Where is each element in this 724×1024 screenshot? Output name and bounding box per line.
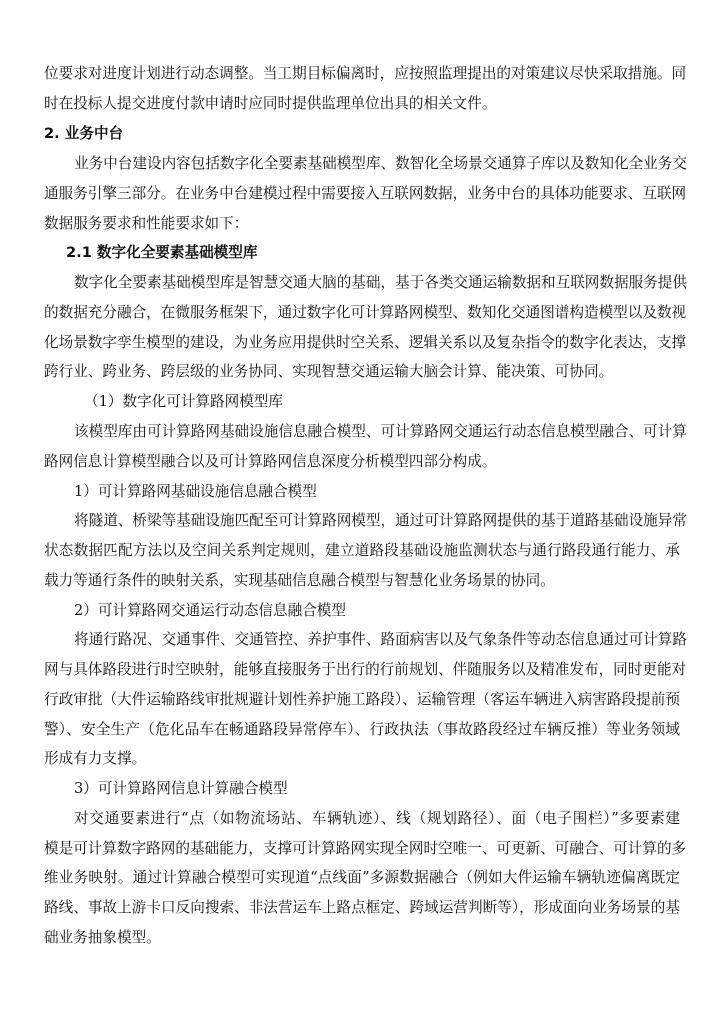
body-line: 该模型库由可计算路网基础设施信息融合模型、可计算路网交通运行动态信息模型融合、可计算 xyxy=(74,423,687,440)
body-line: 路网信息计算模型融合以及可计算路网信息深度分析模型四部分构成。 xyxy=(44,453,497,470)
body-line: 对交通要素进行“点（如物流场站、车辆轨迹）、线（规划路径）、面（电子围栏）”多要素建 xyxy=(74,810,680,827)
item-heading: （1）数字化可计算路网模型库 xyxy=(84,393,284,410)
body-line: 通服务引擎三部分。在业务中台建模过程中需要接入互联网数据，业务中台的具体功能要求、互联网 xyxy=(44,185,687,202)
body-line: 维业务映射。通过计算融合模型可实现道“点线面”多源数据融合（例如大件运输车辆轨迹偏离既定 xyxy=(44,869,680,886)
body-line: 数字化全要素基础模型库是智慧交通大脑的基础，基于各类交通运输数据和互联网数据服务提供 xyxy=(74,274,687,291)
body-line: 形成有力支撑。 xyxy=(44,750,147,767)
section-heading: 2. 业务中台 xyxy=(44,125,124,142)
body-line: 业务中台建设内容包括数字化全要素基础模型库、数智化全场景交通算子库以及数知化全业务交 xyxy=(74,155,687,172)
item-heading: 1）可计算路网基础设施信息融合模型 xyxy=(74,483,317,500)
body-line: 化场景数字孪生模型的建设，为业务应用提供时空关系、逻辑关系以及复杂指令的数字化表达，支撑 xyxy=(44,334,687,351)
body-line: 位要求对进度计划进行动态调整。当工期目标偏离时，应按照监理提出的对策建议尽快采取措施。同 xyxy=(44,65,687,82)
item-heading: 2）可计算路网交通运行动态信息融合模型 xyxy=(74,602,346,619)
body-line: 数据服务要求和性能要求如下： xyxy=(44,215,249,232)
body-line: 时在投标人提交进度付款申请时应同时提供监理单位出具的相关文件。 xyxy=(44,95,497,112)
body-line: 模是可计算数字路网的基础能力，支撑可计算路网实现全网时空唯一、可更新、可融合、可计算的多 xyxy=(44,840,687,857)
body-line: 础业务抽象模型。 xyxy=(44,929,161,946)
body-line: 路线、事故上游卡口反向搜索、非法营运车上路点框定、跨域运营判断等），形成面向业务场景的基 xyxy=(44,899,680,916)
body-line: 将隧道、桥梁等基础设施匹配至可计算路网模型，通过可计算路网提供的基于道路基础设施异常 xyxy=(74,512,687,529)
body-line: 载力等通行条件的映射关系，实现基础信息融合模型与智慧化业务场景的协同。 xyxy=(44,572,555,589)
body-line: 的数据充分融合，在微服务框架下，通过数字化可计算路网模型、数知化交通图谱构造模型以及数视 xyxy=(44,304,687,321)
body-line: 警）、安全生产（危化品车在畅通路段异常停车）、行政执法（事故路段经过车辆反推）等业务领域 xyxy=(44,721,680,738)
body-line: 网与具体路段进行时空映射，能够直接服务于出行的行前规划、伴随服务以及精准发布，同时更能对 xyxy=(44,661,687,678)
subsection-heading: 2.1 数字化全要素基础模型库 xyxy=(66,244,258,261)
body-line: 状态数据匹配方法以及空间关系判定规则，建立道路段基础设施监测状态与通行路段通行能力、承 xyxy=(44,542,680,559)
body-line: 将通行路况、交通事件、交通管控、养护事件、路面病害以及气象条件等动态信息通过可计算路 xyxy=(74,631,687,648)
body-line: 行政审批（大件运输路线审批规避计划性养护施工路段）、运输管理（客运车辆进入病害路段提前预 xyxy=(44,691,680,708)
item-heading: 3）可计算路网信息计算融合模型 xyxy=(74,780,288,797)
body-line: 跨行业、跨业务、跨层级的业务协同、实现智慧交通运输大脑会计算、能决策、可协同。 xyxy=(44,363,614,380)
